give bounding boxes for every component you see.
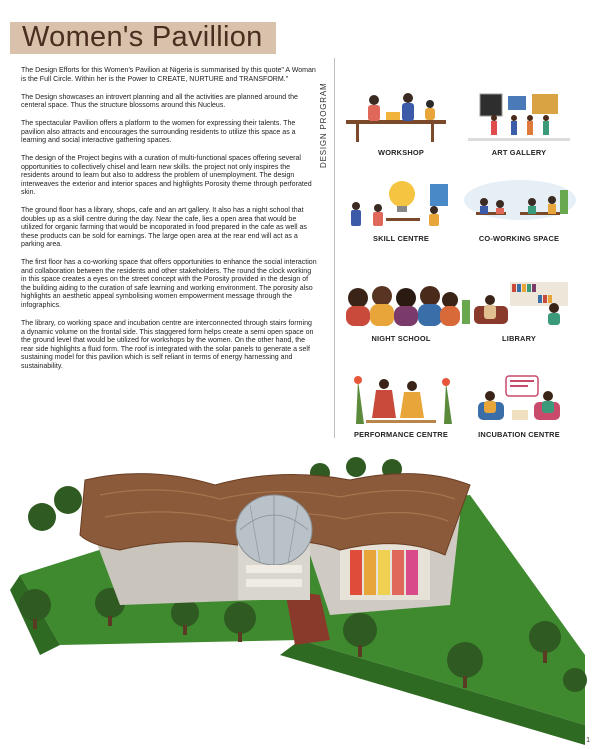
library-illustration-icon bbox=[454, 278, 584, 333]
design-program-text: DESIGN PROGRAM bbox=[319, 82, 328, 168]
page-number: 1 bbox=[586, 737, 590, 744]
paragraph: The first floor has a co-working space that offers opportunities to enhance the social interaction and collaboration between the residents and other stakeholders. The round the clock working in this space creates a eyes on the street concept with the Porosity provided in the design of the building aiding to the curation of safe learning and working environment. The porosity also highlights an aesthetic appeal symbolising women empowerment message through the infographics. bbox=[21, 259, 317, 309]
program-workshop bbox=[336, 92, 466, 157]
program-coworking bbox=[454, 178, 584, 243]
central-dome bbox=[236, 495, 312, 600]
program-label: PERFORMANCE CENTRE bbox=[354, 430, 448, 439]
night-school-illustration-icon bbox=[336, 278, 466, 333]
paragraph: The design of the Project begins with a curation of multi-functional spaces offering several opportunities to collectively chisel and learn new skills. the project not only inspires the residents around to learn but also to address the problem of unemployment. The design interweaves the exterior and interior spaces and highlights Porosity theme through perforated skin. bbox=[21, 155, 312, 197]
design-program-label bbox=[319, 60, 331, 170]
coworking-illustration-icon bbox=[454, 178, 584, 233]
performance-illustration-icon bbox=[336, 374, 466, 429]
program-library bbox=[454, 278, 584, 343]
program-label: LIBRARY bbox=[502, 334, 536, 343]
paragraph: The library, co working space and incubation centre are interconnected through stairs forming a dynamic volume on the frontal side. This staggered form helps create a semi open space on the ground level that would be utilized for workshops by the women. On the other hand, the rear side highlights a fluid form. The roof is integrated with the solar panels to generate a self sustaining model for this pavilion which is self reliant in terms of energy harnessing and sustainability. bbox=[21, 320, 314, 370]
pavilion-render bbox=[0, 455, 600, 750]
body-text bbox=[21, 67, 317, 381]
program-performance-centre bbox=[336, 374, 466, 439]
program-night-school bbox=[336, 278, 466, 343]
program-label: SKILL CENTRE bbox=[372, 234, 430, 243]
perforated-facade bbox=[340, 540, 430, 600]
divider-line bbox=[334, 58, 335, 438]
incubation-illustration-icon bbox=[454, 374, 584, 429]
paragraph: The Design Efforts for this Women's Pavilion at Nigeria is summarised by this quote" A Woman is the Full Circle. Within her is the Power to CREATE, NURTURE and TRANSFORM." bbox=[21, 67, 316, 83]
page-title: Women's Pavillion bbox=[22, 21, 263, 53]
workshop-illustration-icon bbox=[336, 92, 466, 147]
paragraph: The ground floor has a library, shops, cafe and an art gallery. It also has a night school that doubles up as a skill centre during the day. Near the cafe, lies a open area that would be utilized for organic farming that would be incoporated in food prepared in the cafe as well as these products can be sold for earnings. The large open area at the rear end will act as a parking area. bbox=[21, 207, 307, 249]
paragraph: The Design showcases an introvert planning and all the activities are planned around the centeral space. Thus the structure blossoms around this Nucleus. bbox=[21, 93, 298, 110]
program-label: WORKSHOP bbox=[378, 148, 424, 157]
program-label: CO-WORKING SPACE bbox=[478, 234, 560, 243]
program-label: ART GALLERY bbox=[491, 148, 547, 157]
skill-centre-illustration-icon bbox=[336, 178, 466, 233]
art-gallery-illustration-icon bbox=[454, 92, 584, 147]
program-skill-centre bbox=[336, 178, 466, 243]
paragraph: The spectacular Pavilion offers a platform to the women for expressing their talents. The pavilion also attracts and encourages the surrounding residents to utilize this space as a learning and social interactive gathering spaces. bbox=[21, 120, 296, 145]
program-incubation-centre bbox=[454, 374, 584, 439]
program-label: NIGHT SCHOOL bbox=[371, 334, 431, 343]
program-label: INCUBATION CENTRE bbox=[478, 430, 560, 439]
program-art-gallery bbox=[454, 92, 584, 157]
